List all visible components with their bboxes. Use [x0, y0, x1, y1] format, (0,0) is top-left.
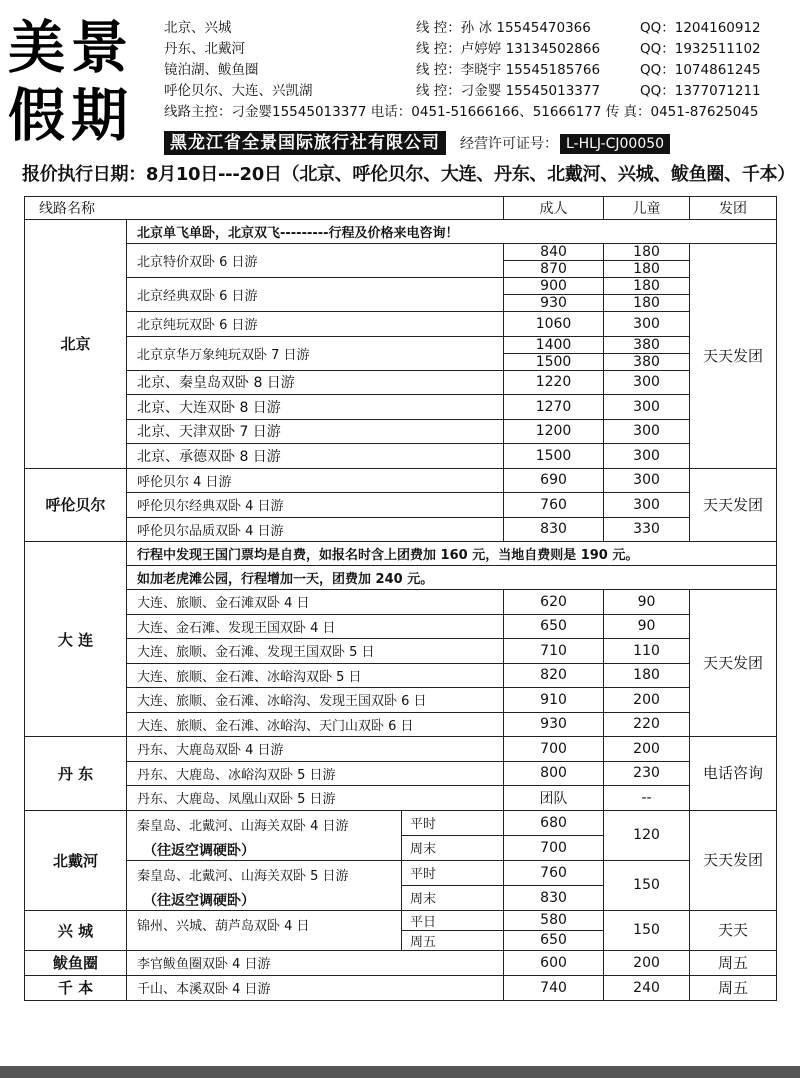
- table-row: [25, 278, 777, 295]
- company-name: 黑龙江省全景国际旅行社有限公司: [164, 131, 446, 155]
- adult-price: 1500: [504, 444, 604, 469]
- child-price: 110: [604, 639, 690, 664]
- table-header: [25, 197, 777, 220]
- logo-line-2: 假期: [8, 83, 134, 149]
- table-row: [25, 860, 777, 885]
- child-price: 200: [604, 950, 690, 975]
- route-name: 北京经典双卧 6 日游: [127, 278, 504, 312]
- period-label: 周五: [402, 930, 504, 950]
- table-row: [25, 395, 777, 420]
- child-price: 120: [604, 810, 690, 860]
- table-row: [25, 468, 777, 493]
- table-row: [25, 688, 777, 713]
- adult-price: 820: [504, 663, 604, 688]
- adult-price: 690: [504, 468, 604, 493]
- qianben-depart: 周五: [690, 975, 777, 1000]
- adult-price: 1200: [504, 419, 604, 444]
- child-price: 300: [604, 370, 690, 395]
- child-price: 200: [604, 737, 690, 762]
- adult-price: 700: [504, 835, 604, 860]
- price-table: [24, 196, 777, 1001]
- child-price: 300: [604, 419, 690, 444]
- contact-routes: 丹东、北戴河: [164, 41, 245, 57]
- adult-price: 620: [504, 590, 604, 615]
- child-price: 380: [604, 336, 690, 353]
- table-row: [25, 786, 777, 811]
- route-subtitle: （往返空调硬卧）: [143, 842, 255, 859]
- child-price: 300: [604, 312, 690, 337]
- route-name: 丹东、大鹿岛、凤凰山双卧 5 日游: [127, 786, 504, 811]
- license: [460, 133, 670, 153]
- contact-control: 线 控：李晓宇 15545185766: [416, 62, 601, 78]
- license-value: L-HLJ-CJ00050: [560, 134, 670, 154]
- hulunbuir-depart: 天天发团: [690, 468, 777, 542]
- adult-price: 930: [504, 712, 604, 737]
- route-name: 呼伦贝尔经典双卧 4 日游: [127, 493, 504, 518]
- route-name: 锦州、兴城、葫芦岛双卧 4 日: [127, 910, 402, 950]
- child-price: 180: [604, 663, 690, 688]
- region-bayuquan: 鲅鱼圈: [25, 950, 127, 975]
- child-price: 180: [604, 261, 690, 278]
- period-label: 周末: [402, 835, 504, 860]
- child-price: 180: [604, 295, 690, 312]
- route-name: 大连、金石滩、发现王国双卧 4 日: [127, 614, 504, 639]
- child-price: --: [604, 786, 690, 811]
- contact-routes: 镜泊湖、鲅鱼圈: [164, 62, 259, 78]
- logo-line-1: 美景: [8, 15, 134, 81]
- route-name: 李官鲅鱼圈双卧 4 日游: [127, 950, 504, 975]
- child-price: 380: [604, 353, 690, 370]
- dandong-depart: 电话咨询: [690, 737, 777, 811]
- price-date: 报价执行日期：8月10日---20日（北京、呼伦贝尔、大连、丹东、北戴河、兴城、鲅鱼圈、千本）: [22, 164, 795, 185]
- dalian-note-2: 如加老虎滩公园，行程增加一天，团费加 240 元。: [127, 566, 777, 590]
- route-name: 北京纯玩双卧 6 日游: [127, 312, 504, 337]
- route-subtitle: （往返空调硬卧）: [143, 892, 255, 909]
- adult-price: 760: [504, 860, 604, 885]
- child-price: 90: [604, 590, 690, 615]
- table-row: [25, 370, 777, 395]
- table-row: [25, 761, 777, 786]
- route-name: 大连、旅顺、金石滩、冰峪沟、天门山双卧 6 日: [127, 712, 504, 737]
- table-row: [25, 493, 777, 518]
- beidaihe-depart: 天天发团: [690, 810, 777, 910]
- main-control-row: [164, 102, 800, 123]
- child-price: 330: [604, 517, 690, 542]
- route-name: 大连、旅顺、金石滩双卧 4 日: [127, 590, 504, 615]
- region-hulunbuir: 呼伦贝尔: [25, 468, 127, 542]
- child-price: 180: [604, 244, 690, 261]
- child-price: 300: [604, 493, 690, 518]
- contact-row: [164, 39, 800, 60]
- adult-price: 1060: [504, 312, 604, 337]
- child-price: 150: [604, 910, 690, 950]
- child-price: 220: [604, 712, 690, 737]
- table-row: [25, 712, 777, 737]
- main-control: 线路主控：刁金婴15545013377 电话：0451-51666166、51666177 传 真：0451-87625045: [164, 104, 759, 120]
- period-label: 平日: [402, 910, 504, 930]
- route-name: 丹东、大鹿岛、冰峪沟双卧 5 日游: [127, 761, 504, 786]
- adult-price: 1500: [504, 353, 604, 370]
- period-label: 平时: [402, 810, 504, 835]
- adult-price: 710: [504, 639, 604, 664]
- region-xingcheng: 兴 城: [25, 910, 127, 950]
- child-price: 300: [604, 468, 690, 493]
- route-name: 北京、秦皇岛双卧 8 日游: [127, 370, 504, 395]
- adult-price: 650: [504, 930, 604, 950]
- contact-qq: QQ：1377071211: [640, 83, 761, 99]
- adult-price: 团队: [504, 786, 604, 811]
- table-row: [25, 910, 777, 930]
- region-qianben: 千 本: [25, 975, 127, 1000]
- dalian-note-1: 行程中发现王国门票均是自费，如报名时含上团费加 160 元，当地自费则是 190 元。: [127, 542, 777, 566]
- bayuquan-depart: 周五: [690, 950, 777, 975]
- child-price: 180: [604, 278, 690, 295]
- route-name: [127, 860, 402, 910]
- adult-price: 580: [504, 910, 604, 930]
- adult-price: 1400: [504, 336, 604, 353]
- period-label: 周末: [402, 885, 504, 910]
- contact-row: [164, 18, 800, 39]
- license-label: 经营许可证号：: [460, 136, 558, 152]
- child-price: 150: [604, 860, 690, 910]
- child-price: 200: [604, 688, 690, 713]
- contact-qq: QQ：1074861245: [640, 62, 761, 78]
- adult-price: 760: [504, 493, 604, 518]
- header-route-name: 线路名称: [25, 197, 504, 220]
- route-name: 呼伦贝尔 4 日游: [127, 468, 504, 493]
- table-row: [25, 590, 777, 615]
- table-row: [25, 614, 777, 639]
- child-price: 230: [604, 761, 690, 786]
- table-row: [25, 419, 777, 444]
- route-name: 北京、承德双卧 8 日游: [127, 444, 504, 469]
- table-row: [25, 220, 777, 244]
- route-name: 大连、旅顺、金石滩、冰峪沟、发现王国双卧 6 日: [127, 688, 504, 713]
- table-row: [25, 244, 777, 261]
- route-title: 秦皇岛、北戴河、山海关双卧 4 日游: [137, 818, 349, 834]
- company-banner: [164, 131, 800, 155]
- contact-row: [164, 60, 800, 81]
- region-dandong: 丹 东: [25, 737, 127, 811]
- adult-price: 930: [504, 295, 604, 312]
- route-name: [127, 810, 402, 860]
- adult-price: 1220: [504, 370, 604, 395]
- footer-bar: [0, 1066, 800, 1078]
- period-label: 平时: [402, 860, 504, 885]
- region-beidaihe: 北戴河: [25, 810, 127, 910]
- child-price: 300: [604, 444, 690, 469]
- header-depart: 发团: [690, 197, 777, 220]
- adult-price: 830: [504, 885, 604, 910]
- header-adult: 成人: [504, 197, 604, 220]
- adult-price: 740: [504, 975, 604, 1000]
- contact-list: [164, 18, 800, 123]
- contact-qq: QQ：1204160912: [640, 20, 761, 36]
- table-row: [25, 737, 777, 762]
- table-row: [25, 517, 777, 542]
- table-row: [25, 566, 777, 590]
- route-name: 北京、天津双卧 7 日游: [127, 419, 504, 444]
- table-row: [25, 950, 777, 975]
- xingcheng-depart: 天天: [690, 910, 777, 950]
- adult-price: 700: [504, 737, 604, 762]
- contact-control: 线 控：孙 冰 15545470366: [416, 20, 591, 36]
- contact-control: 线 控：卢婷婷 13134502866: [416, 41, 601, 57]
- adult-price: 910: [504, 688, 604, 713]
- table-row: [25, 542, 777, 566]
- table-row: [25, 444, 777, 469]
- dalian-depart: 天天发团: [690, 590, 777, 737]
- contact-control: 线 控：刁金婴 15545013377: [416, 83, 601, 99]
- table-row: [25, 975, 777, 1000]
- route-name: 大连、旅顺、金石滩、发现王国双卧 5 日: [127, 639, 504, 664]
- adult-price: 680: [504, 810, 604, 835]
- brand-logo: [8, 14, 158, 150]
- adult-price: 1270: [504, 395, 604, 420]
- contact-qq: QQ：1932511102: [640, 41, 761, 57]
- table-row: [25, 663, 777, 688]
- route-name: 大连、旅顺、金石滩、冰峪沟双卧 5 日: [127, 663, 504, 688]
- child-price: 90: [604, 614, 690, 639]
- adult-price: 600: [504, 950, 604, 975]
- adult-price: 900: [504, 278, 604, 295]
- region-beijing: 北京: [25, 220, 127, 469]
- route-title: 秦皇岛、北戴河、山海关双卧 5 日游: [137, 868, 349, 884]
- contact-routes: 呼伦贝尔、大连、兴凯湖: [164, 83, 313, 99]
- route-name: 北京特价双卧 6 日游: [127, 244, 504, 278]
- region-dalian: 大 连: [25, 542, 127, 737]
- table-row: [25, 639, 777, 664]
- route-name: 呼伦贝尔品质双卧 4 日游: [127, 517, 504, 542]
- adult-price: 870: [504, 261, 604, 278]
- table-row: [25, 336, 777, 353]
- child-price: 300: [604, 395, 690, 420]
- adult-price: 830: [504, 517, 604, 542]
- route-name: 丹东、大鹿岛双卧 4 日游: [127, 737, 504, 762]
- contact-row: [164, 81, 800, 102]
- adult-price: 840: [504, 244, 604, 261]
- route-name: 北京京华万象纯玩双卧 7 日游: [127, 336, 504, 370]
- adult-price: 800: [504, 761, 604, 786]
- adult-price: 650: [504, 614, 604, 639]
- table-row: [25, 810, 777, 835]
- beijing-note: 北京单飞单卧，北京双飞---------行程及价格来电咨询！: [127, 220, 777, 244]
- route-name: 北京、大连双卧 8 日游: [127, 395, 504, 420]
- beijing-depart: 天天发团: [690, 244, 777, 469]
- route-name: 千山、本溪双卧 4 日游: [127, 975, 504, 1000]
- child-price: 240: [604, 975, 690, 1000]
- header-child: 儿童: [604, 197, 690, 220]
- contact-routes: 北京、兴城: [164, 20, 232, 36]
- table-row: [25, 312, 777, 337]
